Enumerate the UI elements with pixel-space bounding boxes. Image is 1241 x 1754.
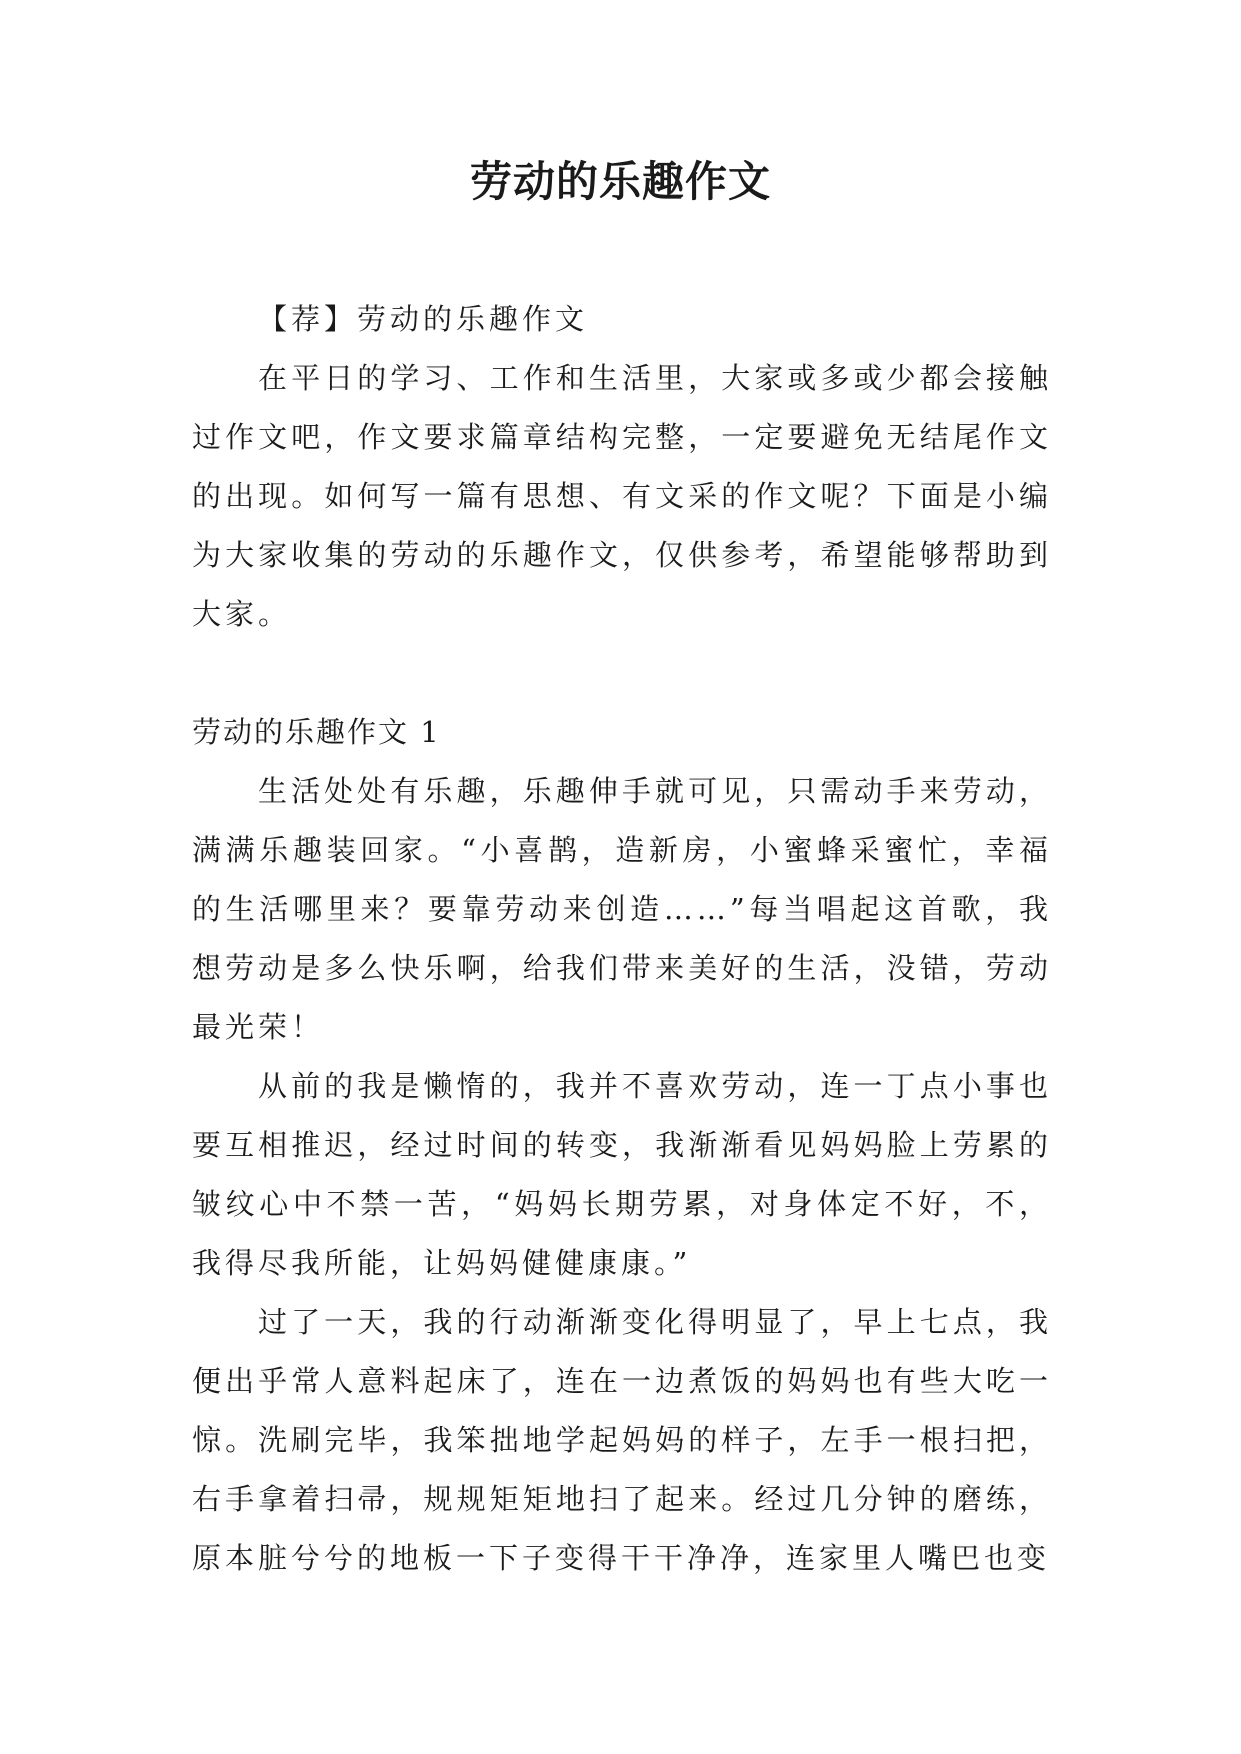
section-1-paragraph-3: 过了一天，我的行动渐渐变化得明显了，早上七点，我便出乎常人意料起床了，连在一边煮饭的妈妈也有些大吃一惊。洗刷完毕，我笨拙地学起妈妈的样子，左手一根扫把，右手拿着扫帚，规规矩矩地扫了起来。经过几分钟的磨练，原本脏兮兮的地板一下子变得干干净净，连家里人嘴巴也变: [192, 1305, 1052, 1575]
section-1-paragraph-2: 从前的我是懒惰的，我并不喜欢劳动，连一丁点小事也要互相推迟，经过时间的转变，我渐渐看见妈妈脸上劳累的皱纹心中不禁一苦，“妈妈长期劳累，对身体定不好，不，我得尽我所能，让妈妈健健康康。”: [192, 1069, 1052, 1280]
intro-paragraph: 在平日的学习、工作和生活里，大家或多或少都会接触过作文吧，作文要求篇章结构完整，一定要避免无结尾作文的出现。如何写一篇有思想、有文采的作文呢？下面是小编为大家收集的劳动的乐趣作文，仅供参考，希望能够帮助到大家。: [192, 361, 1052, 631]
document-body: [192, 290, 1052, 1588]
document-title: 劳动的乐趣作文: [469, 157, 771, 206]
recommend-line: 【荐】劳动的乐趣作文: [258, 302, 589, 336]
section-1-paragraph-1: 生活处处有乐趣，乐趣伸手就可见，只需动手来劳动，满满乐趣装回家。“小喜鹊，造新房，小蜜蜂采蜜忙，幸福的生活哪里来？要靠劳动来创造……”每当唱起这首歌，我想劳动是多么快乐啊，给我们带来美好的生活，没错，劳动最光荣！: [192, 774, 1052, 1044]
section-heading-1: 劳动的乐趣作文 1: [192, 715, 441, 749]
